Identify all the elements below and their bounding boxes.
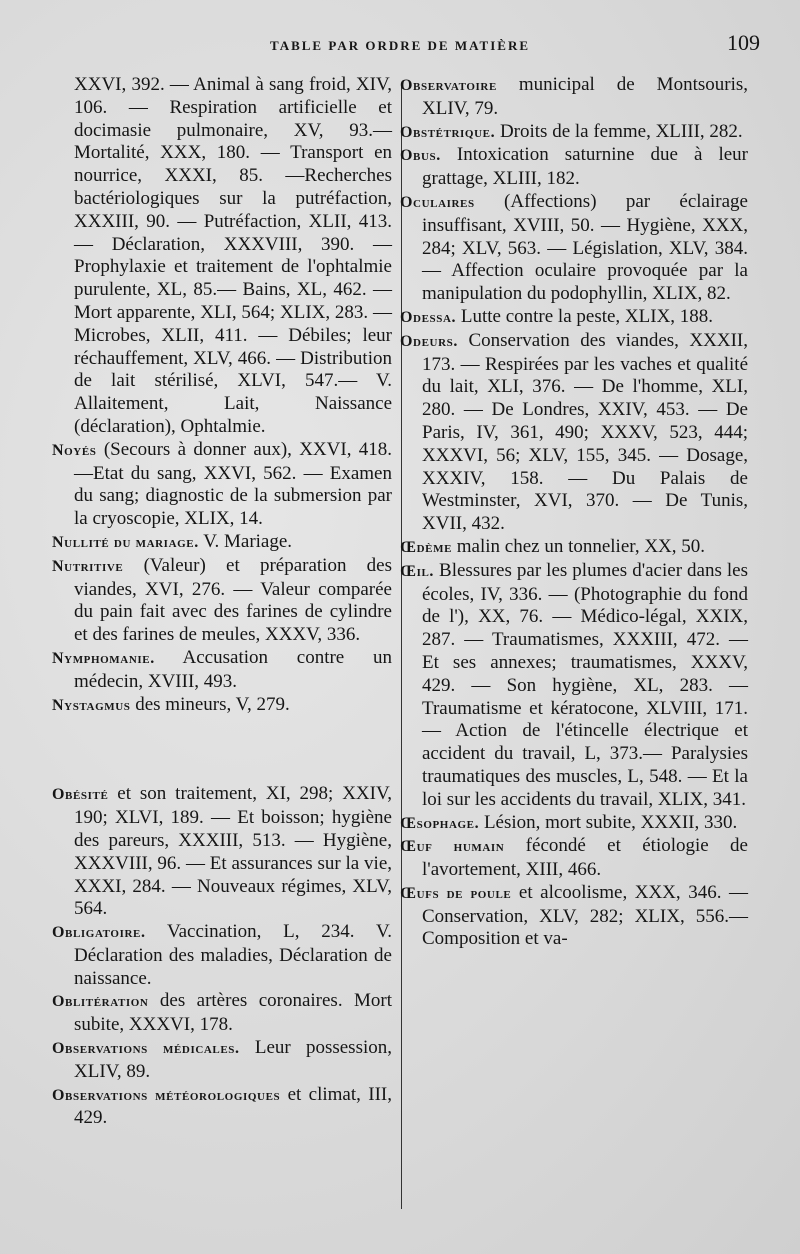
index-term: Œufs de poule	[400, 884, 512, 902]
index-references: Lésion, mort subite, XXXII, 330.	[479, 811, 738, 833]
index-entry	[52, 555, 392, 647]
index-entry	[400, 882, 748, 951]
index-entry	[400, 121, 748, 145]
index-term: Obligatoire.	[52, 924, 146, 942]
right-column	[400, 74, 748, 951]
index-entry	[52, 921, 392, 990]
index-references: des mineurs, V, 279.	[130, 693, 290, 715]
index-term: Observations médicales.	[52, 1040, 240, 1058]
index-references: des artères coronaires. Mort subite, XXXVI, 178.	[74, 990, 392, 1036]
index-entry	[400, 835, 748, 882]
index-references: Leur possession, XLIV, 89.	[74, 1037, 393, 1082]
index-entry	[52, 439, 392, 531]
index-columns	[44, 74, 760, 1224]
index-term: Obstétrique.	[400, 123, 496, 141]
continuation-entry: XXVI, 392. — Animal à sang froid, XIV, 106. — Respiration artificielle et docimasie pulmonaire, XV, 93.— Mortalité, XXX, 180. — Transport en nourrice, XXXI, 85. —Recherches bactériologiques sur la putréfaction, XXXIII, 90. — Putréfaction, XLII, 413. — Déclaration, XXXVIII, 390. — Prophylaxie et traitement de l'ophtalmie purulente, XL, 85.— Bains, XL, 462. — Mort apparente, XLI, 564; XLIX, 283. — Microbes, XLII, 411. — Débiles; leur réchauffement, XLV, 466. — Distribution de lait stérilisé, XLVI, 547.— V. Allaitement, Lait, Naissance (déclaration), Ophtalmie.	[74, 74, 392, 437]
index-term: Noyés	[52, 441, 97, 459]
index-term: Oblitération	[52, 993, 149, 1011]
index-entry	[400, 306, 748, 330]
index-references: Droits de la femme, XLIII, 282.	[495, 120, 743, 142]
letter-section-gap	[52, 717, 392, 783]
index-references: malin chez un tonnelier, XX, 50.	[452, 535, 706, 557]
index-term: Œuf humain	[400, 838, 505, 856]
index-term: Œil.	[400, 562, 435, 580]
index-term: Odessa.	[400, 308, 457, 326]
index-term: Obésité	[52, 786, 109, 804]
running-title: TABLE PAR ORDRE DE MATIÈRE	[269, 38, 531, 53]
index-entry	[400, 144, 748, 191]
left-column	[52, 74, 392, 1130]
index-references: Lutte contre la peste, XLIX, 188.	[456, 305, 714, 327]
index-entry	[400, 560, 748, 812]
index-entry	[52, 1084, 392, 1131]
index-entry	[52, 694, 392, 718]
index-entry	[52, 783, 392, 921]
index-references: V. Mariage.	[198, 530, 293, 552]
index-references: et alcoolisme, XXX, 346. — Conservation, XLV, 282; XLIX, 556.— Composition et va-	[422, 881, 748, 950]
left-entry-list	[52, 439, 392, 1131]
index-term: Nullité du mariage.	[52, 533, 199, 551]
page-number: 109	[727, 30, 760, 55]
index-references: Vaccination, L, 234. V. Déclaration des maladies, Déclaration de naissance.	[74, 921, 392, 989]
index-entry	[400, 191, 748, 306]
index-term: Odeurs.	[400, 332, 458, 350]
index-entry	[52, 990, 392, 1037]
index-references: Accusation contre un médecin, XVIII, 493.	[74, 646, 392, 692]
index-references: (Secours à donner aux), XXVI, 418.—Etat du sang, XXVI, 562. — Examen du sang; diagnostic de la submersion par la cryoscopie, XLIX, 14.	[74, 438, 392, 530]
index-references: Blessures par les plumes d'acier dans les écoles, IV, 336. — (Photographie du fond de l'), XX, 76. — Médico-légal, XXIX, 287. — Traumatismes, XXXIII, 472. — Et ses annexes; traumatismes, XXXV, 429. — Son hygiène, XL, 283. — Traumatisme et kératocone, XLVIII, 171. — Action de l'étincelle électrique et accident du travail, L, 373.— Paralysies traumatiques des muscles, L, 548. — Et la loi sur les accidents du travail, XLIX, 341.	[422, 559, 748, 810]
index-term: Nymphomanie.	[52, 649, 155, 667]
index-references: Conservation des viandes, XXXII, 173. — Respirées par les vaches et qualité du lait, XLI, 376. — De l'homme, XLI, 280. — De Londres, XXIV, 453. — De Paris, IV, 361, 490; XXXV, 523, 444; XXXVI, 56; XLV, 155, 345. — Dosage, XXXIV, 158. — Du Palais de Westminster, XVI, 370. — De Tunis, XVII, 432.	[422, 329, 748, 535]
index-references: et son traitement, XI, 298; XXIV, 190; XLVI, 189. — Et boisson; hygiène des pareurs, XXXIII, 513. — Hygiène, XXXVIII, 96. — Et assurances sur la vie, XXXI, 284. — Nouveaux régimes, XLV, 564.	[74, 783, 392, 920]
index-term: Nutritive	[52, 557, 124, 575]
index-term: Observatoire	[400, 77, 497, 94]
index-references: Intoxication saturnine due à leur grattage, XLIII, 182.	[422, 144, 748, 190]
index-term: Obus.	[400, 147, 441, 165]
index-entry	[52, 647, 392, 694]
index-term: Observations météorologiques	[52, 1086, 281, 1104]
index-entry	[400, 536, 748, 560]
index-entry	[400, 74, 748, 121]
index-term: Oculaires	[400, 193, 475, 211]
index-entry	[400, 330, 748, 536]
index-term: Nystagmus	[52, 696, 131, 714]
index-references: (Affections) par éclairage insuffisant, XVIII, 50. — Hygiène, XXX, 284; XLV, 563. — Législation, XLV, 384. — Affection oculaire provoquée par la manipulation du podophyllin, XLIX, 82.	[422, 190, 748, 305]
page-header	[40, 30, 760, 66]
index-entry	[52, 1037, 392, 1084]
index-references: municipal de Montsouris, XLIV, 79.	[422, 74, 748, 119]
right-entry-list	[400, 74, 748, 951]
index-references: fécondé et étiologie de l'avortement, XIII, 466.	[422, 835, 748, 881]
index-term: Œsophage.	[400, 814, 480, 832]
index-entry	[400, 812, 748, 836]
index-term: Œdème	[400, 538, 452, 556]
index-references: (Valeur) et préparation des viandes, XVI, 276. — Valeur comparée du pain fait avec des farines de cylindre et des farines de meules, XXXV, 336.	[74, 554, 392, 646]
index-references: et climat, III, 429.	[74, 1083, 392, 1129]
index-entry	[52, 531, 392, 555]
